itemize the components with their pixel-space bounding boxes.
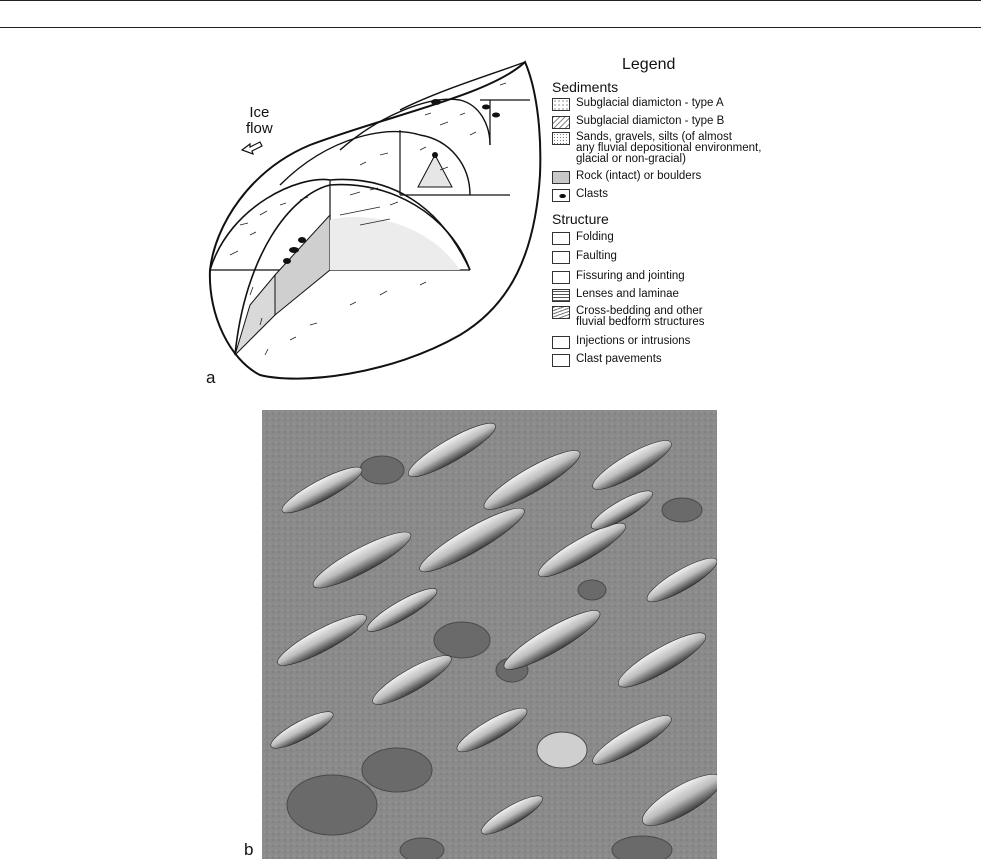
legend-item-fissuring — [552, 271, 685, 284]
dotted-pattern-icon — [552, 98, 570, 111]
dash-pattern-icon — [552, 116, 570, 129]
clasts-icon — [552, 189, 570, 202]
legend-item-label: Clast pavements — [576, 353, 662, 365]
legend-item-label: Lenses and laminae — [576, 288, 679, 300]
legend-item-label: Rock (intact) or boulders — [576, 170, 702, 182]
drumlin-schematic — [190, 55, 550, 385]
legend-item-rock — [552, 171, 701, 184]
cross-bedding-icon — [552, 306, 570, 319]
ice-flow-line1: Ice — [249, 104, 270, 121]
legend-item-lenses — [552, 289, 679, 302]
legend-item-label: Faulting — [576, 250, 617, 262]
legend-item-diamicton-a — [552, 98, 724, 111]
legend-item-label: Cross-bedding and other — [576, 305, 703, 317]
top-rule — [0, 0, 981, 1]
panel-b-label: b — [244, 840, 254, 859]
legend — [552, 56, 792, 376]
faulting-icon — [552, 251, 570, 264]
header-rule — [0, 27, 981, 28]
lenses-icon — [552, 289, 570, 302]
legend-item-cross-bedding — [552, 306, 704, 328]
legend-item-folding — [552, 232, 614, 245]
clast-pavement-icon — [552, 354, 570, 367]
legend-title: Legend — [622, 56, 676, 73]
legend-item-label: Clasts — [576, 188, 608, 200]
relief-image-drawing — [262, 410, 717, 859]
legend-item-label: Folding — [576, 231, 614, 243]
legend-item-clasts — [552, 189, 608, 202]
legend-item-label: Sands, gravels, silts (of almost — [576, 131, 732, 143]
drumlin-field-relief-image — [262, 410, 717, 859]
legend-item-label-2: any fluvial depositional environment, — [576, 142, 762, 154]
injection-icon — [552, 336, 570, 349]
ice-flow-line2: flow — [246, 120, 273, 137]
legend-item-label: Injections or intrusions — [576, 335, 691, 347]
panel-a-label: a — [206, 368, 216, 387]
legend-item-sands — [552, 132, 761, 165]
fine-dot-pattern-icon — [552, 132, 570, 145]
sediments-heading: Sediments — [552, 79, 619, 95]
fissuring-icon — [552, 271, 570, 284]
legend-item-diamicton-b — [552, 116, 724, 129]
grey-fill-icon — [552, 171, 570, 184]
legend-item-label: Subglacial diamicton - type B — [576, 115, 725, 127]
folding-icon — [552, 232, 570, 245]
legend-item-clast-pavements — [552, 354, 662, 367]
legend-item-label-2: fluvial bedform structures — [576, 316, 705, 328]
legend-item-injections — [552, 336, 690, 349]
legend-item-faulting — [552, 251, 617, 264]
structure-heading: Structure — [552, 211, 609, 227]
legend-item-label: Fissuring and jointing — [576, 270, 685, 282]
legend-item-label: Subglacial diamicton - type A — [576, 97, 724, 109]
legend-item-label-3: glacial or non-gracial) — [576, 153, 686, 165]
